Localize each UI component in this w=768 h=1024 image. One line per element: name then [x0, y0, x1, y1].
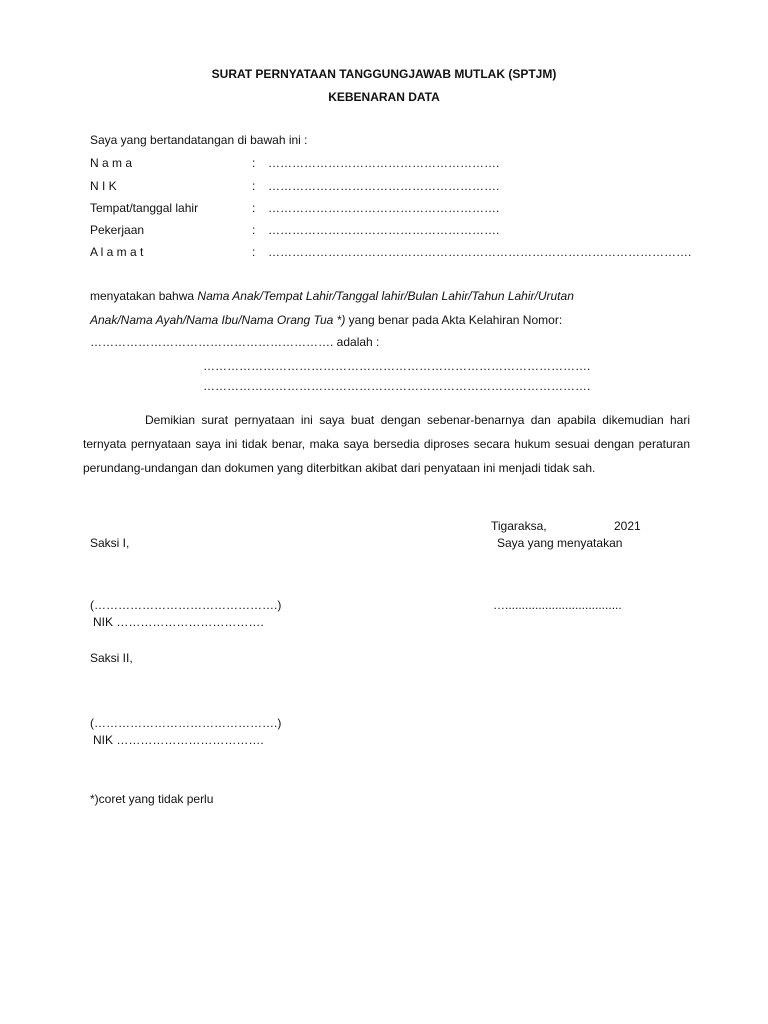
statement-line-1: [90, 289, 574, 303]
statement-line-2: [90, 313, 562, 327]
statement-line-3: ……………………………………………………. adalah :: [90, 335, 380, 349]
paragraph-text: Demikian surat pernyataan ini saya buat dengan sebenar-benarnya dan apabila dikemudian hari ternyata pernyataan saya ini tidak benar, maka saya bersedia diproses secara hukum sesuai dengan peraturan perundang-undangan dan dokumen yang diterbitkan akibat dari penyataan ini menjadi tidak sah.: [83, 413, 690, 475]
field-value: …………………………………………………………………………………………….: [268, 245, 692, 259]
field-colon: :: [252, 201, 256, 215]
field-colon: :: [252, 223, 256, 237]
statement-italic-2: Anak/Nama Ayah/Nama Ibu/Nama Orang Tua: [90, 313, 334, 327]
field-value: ………………………………………………….: [268, 223, 500, 237]
document-subtitle: KEBENARAN DATA: [328, 90, 440, 104]
statement-prefix: menyatakan bahwa: [90, 289, 198, 303]
field-label: Tempat/tanggal lahir: [90, 201, 199, 215]
footnote: *)coret yang tidak perlu: [90, 792, 214, 806]
field-label: Pekerjaan: [90, 223, 145, 237]
statement-suffix: yang benar pada Akta Kelahiran Nomor:: [345, 313, 563, 327]
intro-text: Saya yang bertandatangan di bawah ini :: [90, 133, 308, 147]
closing-paragraph: [83, 408, 690, 480]
declarant-label: Saya yang menyatakan: [497, 536, 623, 550]
witness-2-nik: NIK ……………………………….: [93, 733, 264, 747]
place-text: Tigaraksa,: [491, 519, 547, 533]
statement-italic-1: Nama Anak/Tempat Lahir/Tanggal lahir/Bulan Lahir/Tahun Lahir/Urutan: [197, 289, 574, 303]
witness-2-label: Saksi II,: [90, 651, 133, 665]
statement-marker: *): [333, 313, 346, 327]
statement-dots-1: …………………………………………………………………………………….: [203, 359, 591, 373]
field-label: N a m a: [90, 156, 133, 170]
field-value: ………………………………………………….: [268, 156, 500, 170]
field-colon: :: [252, 245, 256, 259]
year-text: 2021: [614, 519, 641, 533]
field-label: A l a m a t: [90, 245, 144, 259]
witness-2-sign-line: (……………………………………….): [90, 716, 282, 730]
witness-1-nik: NIK ……………………………….: [93, 615, 264, 629]
witness-1-sign-line: (……………………………………….): [90, 598, 282, 612]
field-value: ………………………………………………….: [268, 179, 500, 193]
field-label: N I K: [90, 179, 117, 193]
witness-1-label: Saksi I,: [90, 536, 130, 550]
declarant-sign-line: …...................................: [493, 598, 622, 612]
field-colon: :: [252, 156, 256, 170]
document-title: SURAT PERNYATAAN TANGGUNGJAWAB MUTLAK (SPTJM): [211, 67, 557, 81]
field-colon: :: [252, 179, 256, 193]
statement-dots-2: …………………………………………………………………………………….: [203, 379, 591, 393]
field-value: ………………………………………………….: [268, 201, 500, 215]
